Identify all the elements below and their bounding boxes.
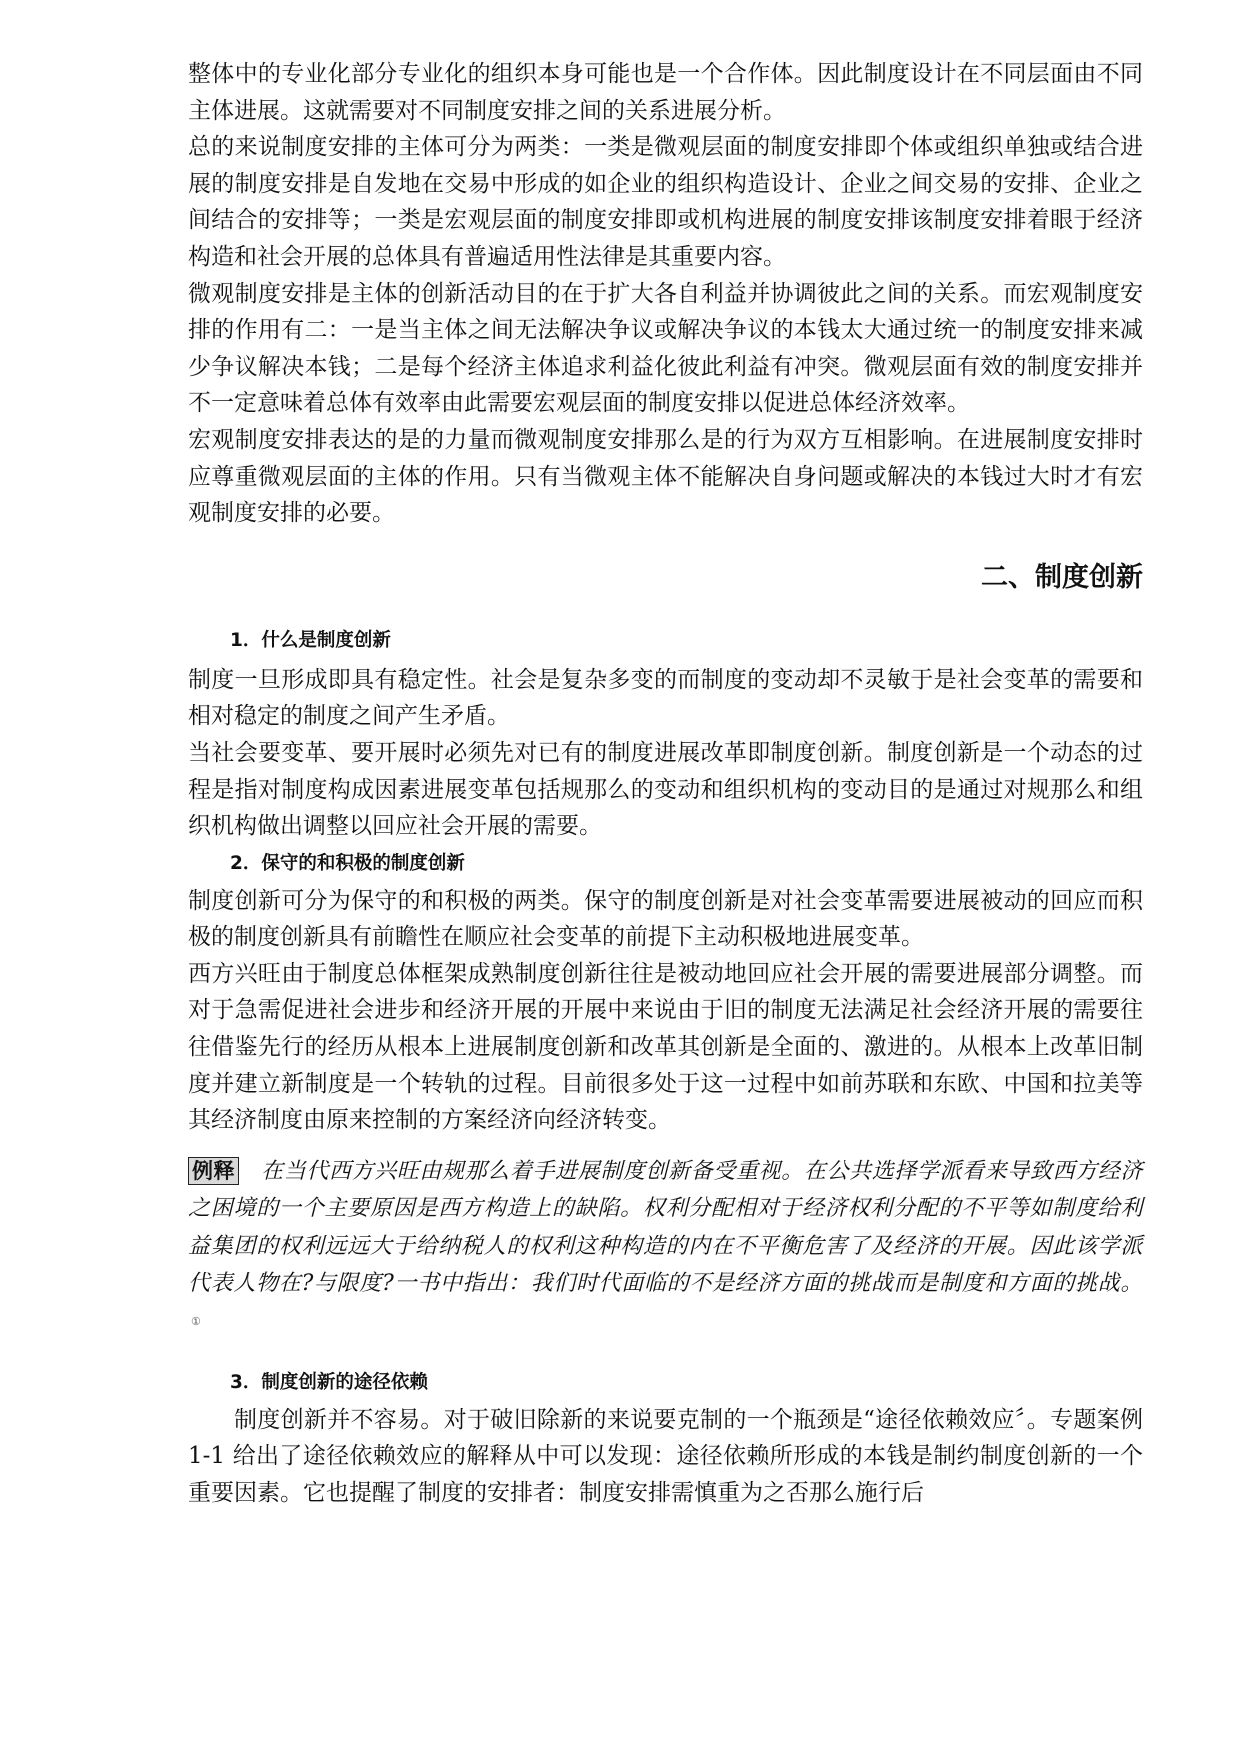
body-paragraph: 整体中的专业化部分专业化的组织本身可能也是一个合作体。因此制度设计在不同层面由不同主体进展。这就需要对不同制度安排之间的关系进展分析。: [188, 61, 1143, 124]
body-paragraph: 西方兴旺由于制度总体框架成熟制度创新往往是被动地回应社会开展的需要进展部分调整。而对于急需促进社会进步和经济开展的开展中来说由于旧的制度无法满足社会经济开展的需要往往借鉴先行的经历从根本上进展制度创新和改革其创新是全面的、激进的。从根本上改革旧制度并建立新制度是一个转轨的过程。目前很多处于这一过程中如前苏联和东欧、中国和拉美等其经济制度由原来控制的方案经济向经济转变。: [188, 960, 1143, 1134]
subsection-heading: 3．制度创新的途径依赖: [230, 1371, 428, 1393]
section-heading: 二、制度创新: [981, 561, 1143, 593]
body-paragraph: 制度创新并不容易。对于破旧除新的来说要克制的一个瓶颈是“途径依赖效应〞。专题案例 1-1 给出了途径依赖效应的解释从中可以发现：途径依赖所形成的本钱是制约制度创新的一个重要因素。它也提醒了制度的安排者：制度安排需慎重为之否那么施行后: [188, 1406, 1143, 1506]
subsection-heading: 2．保守的和积极的制度创新: [230, 852, 465, 874]
footnote-marker[interactable]: ①: [191, 1314, 202, 1328]
body-paragraph: 微观制度安排是主体的创新活动目的在于扩大各自利益并协调彼此之间的关系。而宏观制度安排的作用有二：一是当主体之间无法解决争议或解决争议的本钱太大通过统一的制度安排来减少争议解决本钱；二是每个经济主体追求利益化彼此利益有冲突。微观层面有效的制度安排并不一定意味着总体有效率由此需要宏观层面的制度安排以促进总体经济效率。: [188, 280, 1143, 417]
section1-tail: [188, 56, 1143, 532]
body-paragraph: 制度一旦形成即具有稳定性。社会是复杂多变的而制度的变动却不灵敏于是社会变革的需要和相对稳定的制度之间产生矛盾。: [188, 666, 1143, 730]
example-badge: 例释: [188, 1157, 239, 1185]
document-page: [188, 56, 1143, 1511]
body-paragraph: 当社会要变革、要开展时必须先对已有的制度进展改革即制度创新。制度创新是一个动态的过程是指对制度构成因素进展变革包括规那么的变动和组织机构的变动目的是通过对规那么和组织机构做出调整以回应社会开展的需要。: [188, 739, 1143, 840]
body-paragraph: 总的来说制度安排的主体可分为两类：一类是微观层面的制度安排即个体或组织单独或结合进展的制度安排是自发地在交易中形成的如企业的组织构造设计、企业之间交易的安排、企业之间结合的安排等；一类是宏观层面的制度安排即或机构进展的制度安排该制度安排着眼于经济构造和社会开展的总体具有普遍适用性法律是其重要内容。: [188, 134, 1143, 270]
body-paragraph: 制度创新可分为保守的和积极的两类。保守的制度创新是对社会变革需要进展被动的回应而积极的制度创新具有前瞻性在顺应社会变革的前提下主动积极地进展变革。: [188, 887, 1143, 951]
body-paragraph: 宏观制度安排表达的是的力量而微观制度安排那么是的行为双方互相影响。在进展制度安排时应尊重微观层面的主体的作用。只有当微观主体不能解决自身问题或解决的本钱过大时才有宏观制度安排的必要。: [188, 426, 1143, 527]
subsection-heading: 1．什么是制度创新: [230, 629, 391, 651]
example-text: 在当代西方兴旺由规那么着手进展制度创新备受重视。在公共选择学派看来导致西方经济之困境的一个主要原因是西方构造上的缺陷。权利分配相对于经济权利分配的不平等如制度给利益集团的权利远远大于给纳税人的权利这种构造的内在不平衡危害了及经济的开展。因此该学派代表人物在?与限度?一书中指出：我们时代面临的不是经济方面的挑战而是制度和方面的挑战。: [188, 1158, 1143, 1297]
example-box: [188, 1153, 1143, 1346]
